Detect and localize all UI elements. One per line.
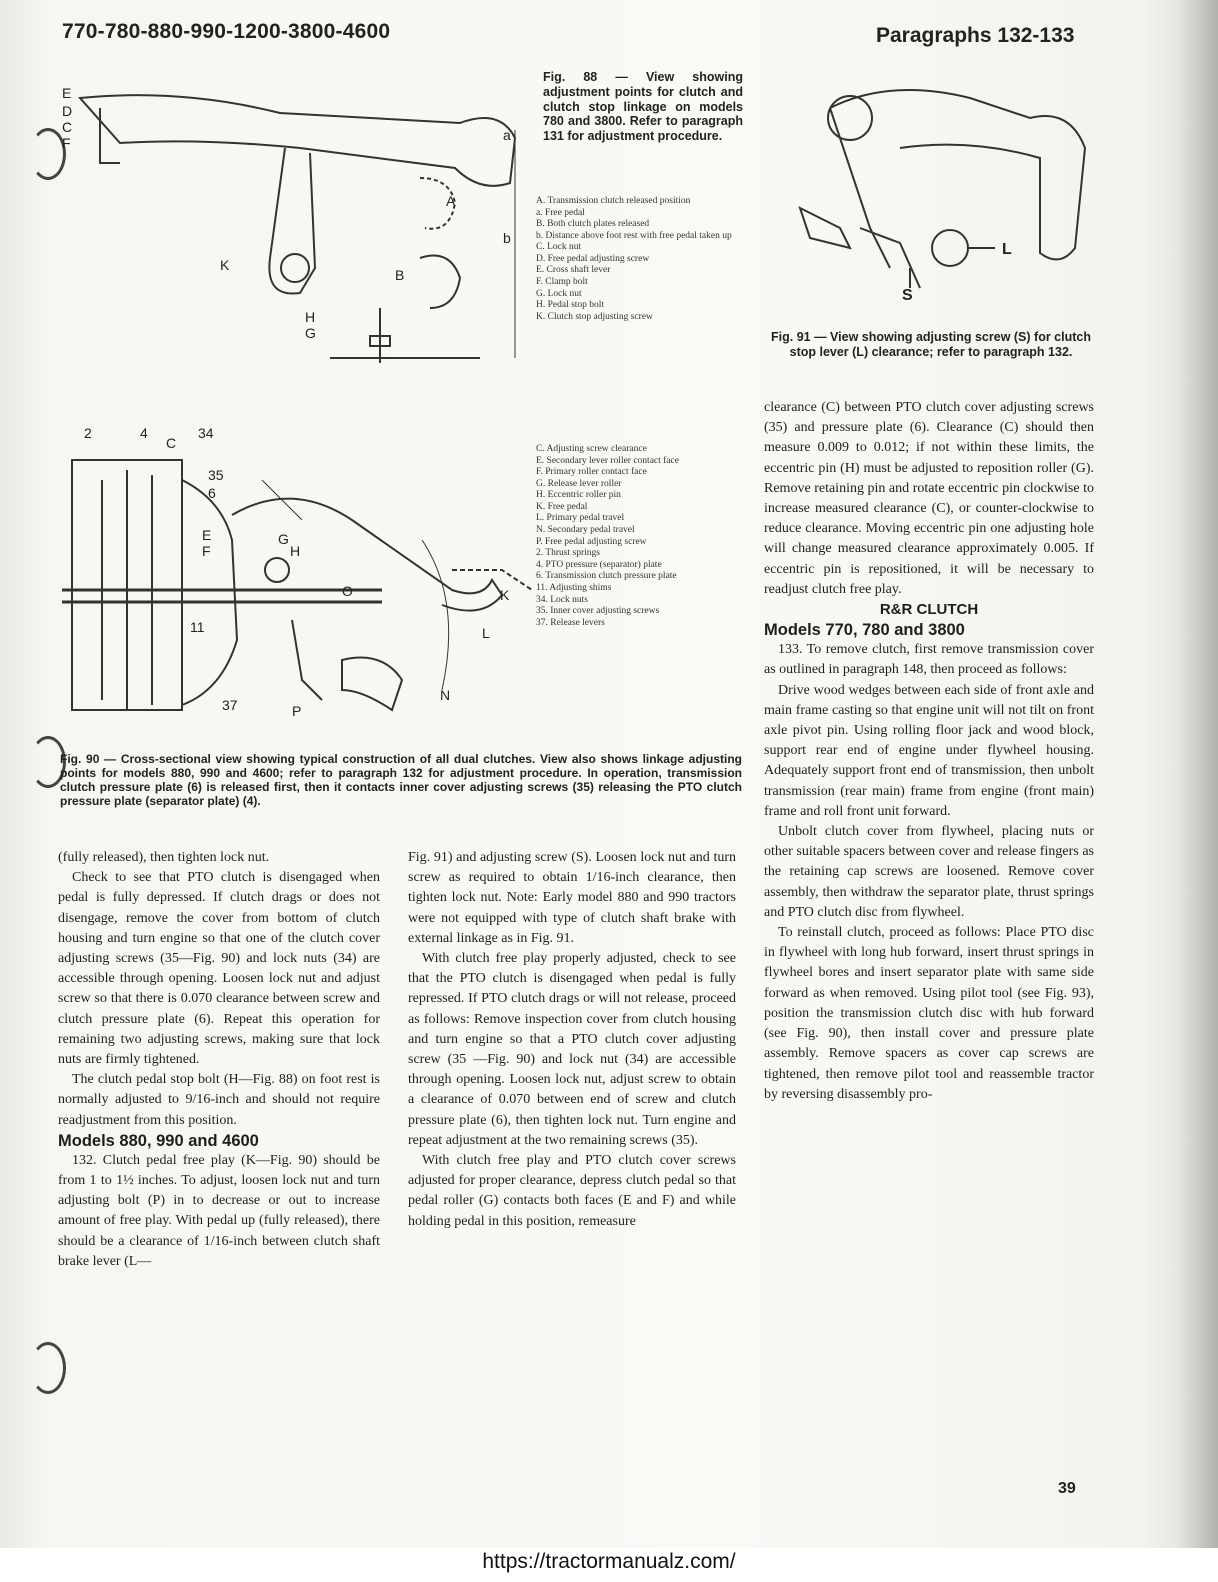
column-right [764,398,1094,1105]
fig91-hub [828,96,872,140]
fig90-label-6: 6 [208,485,216,501]
fig88-label-d: D [62,103,73,119]
fig90-legend [536,444,746,629]
fig91-caption: Fig. 91 — View showing adjusting screw (S) for clutch stop lever (L) clearance; refer to paragraph 132. [771,330,1091,359]
fig90-legend-item: 4. PTO pressure (separator) plate [536,559,662,570]
fig88-legend-item: b. Distance above foot rest with free pedal taken up [536,230,732,241]
fig88-label-h: H [305,309,316,325]
page-number: 39 [1058,1480,1076,1497]
fig88-label-a-lower: a [503,127,511,143]
fig88-legend-item: K. Clutch stop adjusting screw [536,311,653,322]
fig90-legend-item: 34. Lock nuts [536,594,588,605]
fig90-cover [182,480,237,705]
fig90-arc-l [422,540,449,690]
fig90-label-g: G [278,531,289,547]
col3-paragraph: Drive wood wedges between each side of front axle and main frame casting so that engine unit will not tilt on front axle pivot pin. Using rolling floor jack and wood block, support rear end of engine under flywheel housing. Adequately support front end of transmission, then unbolt transmission (rear main) frame from engine (front main) frame and roll front unit forward. [764,682,1094,819]
header-models: 770-780-880-990-1200-3800-4600 [62,20,391,43]
fig88-label-b-lower: b [503,230,511,246]
fig90-legend-item: 11. Adjusting shims [536,582,612,593]
column-middle [408,848,736,1232]
fig88-legend-item: B. Both clutch plates released [536,219,650,230]
fig90-legend-item: N. Secondary pedal travel [536,525,635,536]
fig90-legend-item: 35. Inner cover adjusting screws [536,606,660,617]
fig91-spring [800,208,850,248]
fig90-illustration [62,420,532,738]
fig88-legend-item: C. Lock nut [536,242,582,253]
fig90-legend-item: H. Eccentric roller pin [536,490,621,501]
fig90-label-k: K [500,587,510,603]
fig90-legend-item: K. Free pedal [536,501,588,512]
fig88-legend-item: G. Lock nut [536,288,582,299]
fig90-label-37: 37 [222,697,238,713]
fig88-legend-item: D. Free pedal adjusting screw [536,253,650,264]
fig90-drawing [62,420,532,738]
col2-paragraph: Fig. 91) and adjusting screw (S). Loosen lock nut and turn screw as required to obtain 1/16-inch clearance, then tighten lock nut. Note: Early model 880 and 990 tractors were not equipped with type of clutch shaft brake with external linkage as in Fig. 91. [408,850,736,946]
fig90-legend-item: E. Secondary lever roller contact face [536,455,679,466]
subheading-models-880: Models 880, 990 and 4600 [58,1131,259,1150]
fig90-legend-item: C. Adjusting screw clearance [536,444,647,454]
fig88-pivot [281,254,309,282]
fig88-label-c: C [62,119,73,135]
col3-paragraph: To reinstall clutch, proceed as follows: Place PTO disc in flywheel with long hub forward, insert thrust springs in flywheel bores and insert separator plate with same side forward as when removed. Using pilot tool (see Fig. 93), position the transmission clutch disc with hub forward (see Fig. 90), then install cover and pressure plate assembly. Remove spacers as cover cap screws are tightened, then remove pilot tool and reassemble tractor by reversing disassembly pro- [764,925,1094,1102]
fig88-legend-item: E. Cross shaft lever [536,265,611,276]
fig91-rod [830,108,890,268]
fig90-legend-item: F. Primary roller contact face [536,467,647,478]
fig91-label-l: L [1002,241,1012,258]
fig88-illustration [60,68,530,380]
fig88-cross-shaft [100,108,120,163]
fig90-label-h: H [290,543,301,559]
fig91-drawing [770,68,1100,318]
col1-paragraph: (fully released), then tighten lock nut. [58,850,270,865]
fig90-label-35: 35 [208,467,224,483]
fig88-label-a: A [446,193,456,209]
fig90-free-pedal [342,658,402,711]
col1-paragraph: 132. Clutch pedal free play (K—Fig. 90) should be from 1 to 1½ inches. To adjust, loosen lock nut and turn adjusting bolt (P) in to decrease or out to increase amount of free play. With pedal up (fully released), there should be a clearance of 1/16-inch between clutch shaft brake lever (L— [58,1152,380,1269]
footer-url[interactable]: https://tractormanualz.com/ [482,1550,736,1573]
fig88-legend-item: F. Clamp bolt [536,277,588,288]
fig90-label-c: C [166,435,177,451]
col2-paragraph: With clutch free play properly adjusted, check to see that the PTO clutch is disengaged when pedal is fully repressed. If PTO clutch drags or will not release, proceed as follows: Remove inspection cover from clutch housing and turn engine so that a PTO clutch cover adjusting screw (35 —Fig. 90) and lock nut (34) are accessible through opening. Loosen lock nut, adjust screw to obtain a clearance of 0.070 between end of screw and clutch pressure plate (6), then tighten lock nut. Turn engine and repeat adjustment at the two remaining screws (35). [408,951,736,1148]
fig88-label-f: F [62,135,71,151]
fig91-label-s: S [902,287,913,304]
fig90-label-11: 11 [190,619,205,635]
subheading-models-770: Models 770, 780 and 3800 [764,621,965,640]
col3-paragraph: Unbolt clutch cover from flywheel, placing nuts or other suitable spacers between cover and release fingers as the retaining cap screws are loosened. Remove cover assembly, then withdraw the separator plate, thrust springs and PTO clutch disc from flywheel. [764,824,1094,920]
page-spine-shadow [1178,0,1218,1560]
fig90-label-l: L [482,625,490,641]
fig88-legend-item: H. Pedal stop bolt [536,300,605,311]
fig88-pedal-arm [80,95,515,186]
fig91-stop-lever [932,230,968,266]
fig90-label-4: 4 [140,425,148,441]
fig90-label-2: 2 [84,425,92,441]
fig88-label-k: K [220,257,230,273]
fig90-roller [265,558,289,582]
fig88-caption: Fig. 88 — View showing adjustment points for clutch and clutch stop linkage on models 780 and 3800. Refer to paragraph 131 for adjustment procedure. [543,70,743,143]
fig90-legend-item: 37. Release levers [536,617,605,628]
fig91-illustration [770,68,1100,318]
col2-paragraph: With clutch free play and PTO clutch cover screws adjusted for proper clearance, depress clutch pedal so that pedal roller (G) contacts both faces (E and F) and while holding pedal in this position, remeasure [408,1153,736,1229]
fig90-pedal-arm [232,499,502,611]
fig90-adjusting-screw [292,620,322,700]
fig88-drawing [60,68,530,380]
fig90-label-n: N [440,687,451,703]
fig88-pedal-b [420,256,460,309]
fig90-label-f: F [202,543,211,559]
col3-paragraph: 133. To remove clutch, first remove transmission cover as outlined in paragraph 148, then proceed as follows: [764,642,1094,678]
fig88-label-e: E [62,85,72,101]
fig88-label-b: B [395,267,405,283]
fig90-label-p: P [292,703,302,719]
col3-paragraph: clearance (C) between PTO clutch cover adjusting screws (35) and pressure plate (6). Clearance (C) should then measure 0.009 to 0.012; if not within these limits, the eccentric pin (H) must be adjusted to reposition roller (G). Remove retaining pin and rotate eccentric pin clockwise to increase measured clearance (C), or counter-clockwise to reduce clearance. Moving eccentric pin one adjusting hole will change measured clearance approximately 0.005. If eccentric pin is repositioned, it will be necessary to readjust clutch free play. [764,400,1094,597]
fig88-legend-item: A. Transmission clutch released position [536,196,691,206]
fig90-label-o: O [342,583,353,599]
col1-paragraph: Check to see that PTO clutch is disengaged when pedal is fully depressed. If clutch drags or does not disengage, remove the cover from bottom of clutch housing and turn engine so that one of the clutch cover adjusting screws (35—Fig. 90) and lock nuts (34) are accessible through opening. Loosen lock nut and adjust screw so that there is 0.070 clearance between screw and clutch pressure plate (6). Repeat this operation for remaining two adjusting screws, making sure that lock nuts are firmly tightened. [58,870,380,1068]
fig90-label-e: E [202,527,212,543]
fig90-legend-item: 6. Transmission clutch pressure plate [536,571,677,582]
fig90-legend-item: G. Release lever roller [536,478,622,489]
fig90-label-34: 34 [198,425,214,441]
col1-paragraph: The clutch pedal stop bolt (H—Fig. 88) on foot rest is normally adjusted to 9/16-inch and should not require readjustment from this position. [58,1072,380,1128]
fig90-legend-item: L. Primary pedal travel [536,513,625,524]
fig90-legend-item: P. Free pedal adjusting screw [536,536,647,547]
column-left [58,848,380,1272]
fig91-pedal-arm [830,90,1085,259]
section-heading-rr-clutch: R&R CLUTCH [879,601,979,619]
header-paragraphs: Paragraphs 132-133 [876,24,1075,47]
fig88-label-g: G [305,325,316,341]
fig88-legend-item: a. Free pedal [536,207,585,218]
fig88-legend [536,196,746,323]
binder-hole-bottom [30,1342,66,1394]
fig90-caption: Fig. 90 — Cross-sectional view showing typical construction of all dual clutches. View also shows linkage adjusting points for models 880, 990 and 4600; refer to paragraph 132 for adjustment procedure. In operation, transmission clutch pressure plate (6) is released first, then it contacts inner cover adjusting screws (35) releasing the PTO clutch pressure plate (separator plate) (4). [60,752,742,809]
fig90-legend-item: 2. Thrust springs [536,548,600,559]
